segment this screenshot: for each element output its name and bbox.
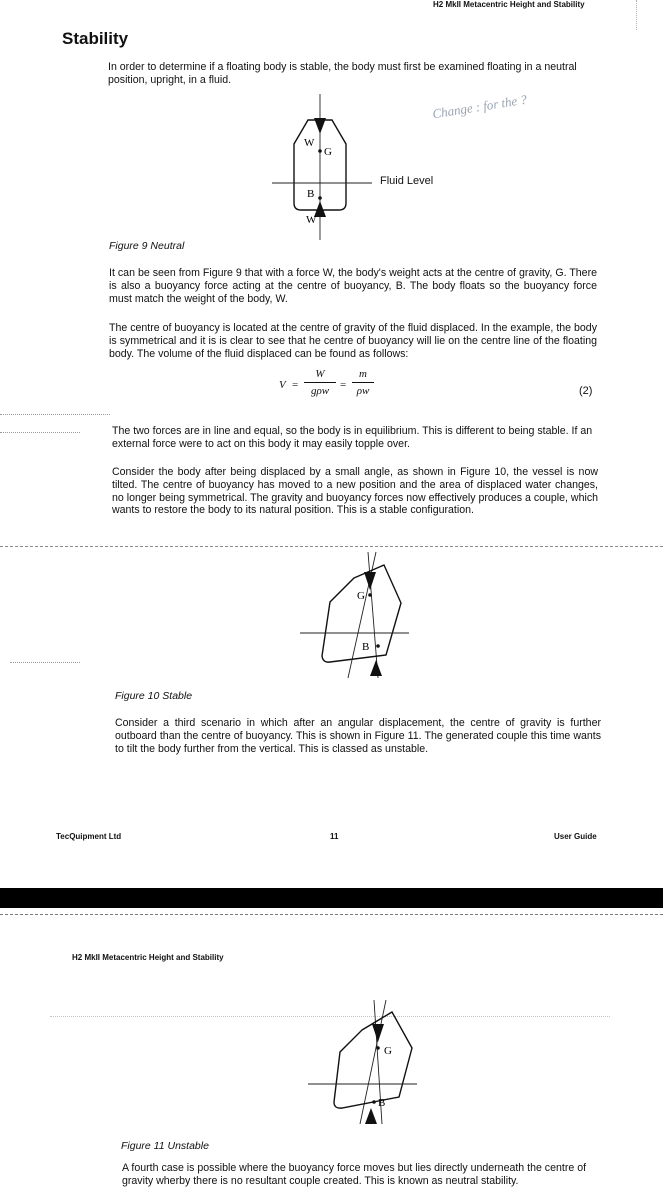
figure-9-neutral-diagram — [260, 90, 470, 240]
paragraph-equilibrium: The two forces are in line and equal, so the body is in equilibrium. This is different to being stable. If an external force were to act on this body it may easily topple over. — [112, 425, 593, 450]
figure-9-caption: Figure 9 Neutral — [109, 240, 185, 252]
gravity-label: G — [384, 1045, 392, 1057]
handwritten-annotation: Change : for the ? — [431, 91, 528, 122]
footer-document-type: User Guide — [554, 832, 597, 841]
weight-label-bottom: W — [306, 214, 317, 226]
equation-lhs: V — [279, 379, 286, 391]
buoyancy-label: B — [378, 1097, 386, 1109]
equation-numerator-1: W — [315, 368, 325, 380]
centre-of-gravity-dot — [368, 593, 372, 597]
figure-11-caption: Figure 11 Unstable — [121, 1140, 209, 1152]
centre-of-gravity-dot — [318, 149, 322, 153]
gravity-label: G — [324, 146, 332, 158]
equation-number: (2) — [579, 385, 593, 397]
scan-artifact-line — [0, 432, 80, 433]
gravity-label: G — [357, 590, 365, 602]
weight-arrow-head — [364, 572, 376, 590]
fraction-bar-2 — [352, 382, 374, 383]
equation-denominator-2: ρw — [356, 385, 370, 397]
intro-paragraph: In order to determine if a floating body is stable, the body must first be examined floating in a neutral position, upright, in a fluid. — [108, 61, 577, 86]
equation-equals-1: = — [292, 379, 299, 391]
figure-11-unstable-diagram — [300, 998, 430, 1134]
weight-arrow-head — [314, 118, 326, 134]
section-title: Stability — [62, 29, 129, 48]
document-page-12 — [0, 908, 663, 1202]
buoyancy-label: B — [307, 188, 315, 200]
weight-arrow-head — [372, 1024, 384, 1042]
figure-10-caption: Figure 10 Stable — [115, 690, 193, 702]
paragraph-forces: It can be seen from Figure 9 that with a force W, the body's weight acts at the centre of gravity, G. There is also a buoyancy force acting at the centre of buoyancy, B. The body floats so the buoyancy force must match the weight of the body, W. — [109, 267, 597, 305]
paragraph-centre-of-buoyancy: The centre of buoyancy is located at the centre of gravity of the fluid displaced. In the example, the body is symmetrical and it is is clear to see that he centre of buoyancy will lie on the centre line of the floating body. The volume of the fluid displaced can be found as follows: — [109, 322, 597, 360]
buoyancy-label: B — [362, 641, 370, 653]
paragraph-stable: Consider the body after being displaced by a small angle, as shown in Figure 10, the vessel is now tilted. The centre of buoyancy has moved to a new position and the area of displaced water changes, no longer being symmetrical. The gravity and buoyancy forces now effectively produces a couple, which wants to restore the body to its natural position. This is a stable configuration. — [112, 466, 599, 517]
figure-10-stable-diagram — [290, 548, 420, 684]
scan-artifact-line — [0, 914, 663, 915]
buoyancy-arrow-head — [365, 1108, 377, 1124]
equation-denominator-1: gρw — [310, 385, 330, 397]
fraction-bar-1 — [304, 382, 336, 383]
equation-numerator-2: m — [359, 368, 367, 380]
centre-of-buoyancy-dot — [372, 1100, 376, 1104]
scan-artifact-line — [10, 662, 80, 663]
buoyancy-arrow-head — [370, 660, 382, 676]
paragraph-neutral-stability: A fourth case is possible where the buoyancy force moves but lies directly underneath the centre of gravity wherby there is no resultant couple created. This is known as neutral stability. — [122, 1162, 587, 1187]
scan-artifact-line — [0, 546, 663, 547]
equation-equals-2: = — [340, 379, 347, 391]
footer-company: TecQuipment Ltd — [56, 832, 122, 841]
running-header: H2 MkII Metacentric Height and Stability — [72, 953, 224, 962]
centre-of-buoyancy-dot — [318, 196, 322, 200]
running-header: H2 MkII Metacentric Height and Stability — [433, 0, 585, 9]
fluid-level-label: Fluid Level — [380, 175, 434, 187]
weight-label-top: W — [304, 137, 315, 149]
page-break — [0, 888, 663, 908]
scan-artifact-line — [0, 414, 110, 415]
centre-of-buoyancy-dot — [376, 644, 380, 648]
paragraph-unstable: Consider a third scenario in which after an angular displacement, the centre of gravity is further outboard than the centre of buoyancy. This is shown in Figure 11. The generated couple this time wants to tilt the body further from the vertical. This is classed as unstable. — [115, 717, 601, 755]
footer-page-number: 11 — [330, 832, 339, 841]
centre-of-gravity-dot — [376, 1046, 380, 1050]
scan-margin-line — [636, 0, 637, 30]
